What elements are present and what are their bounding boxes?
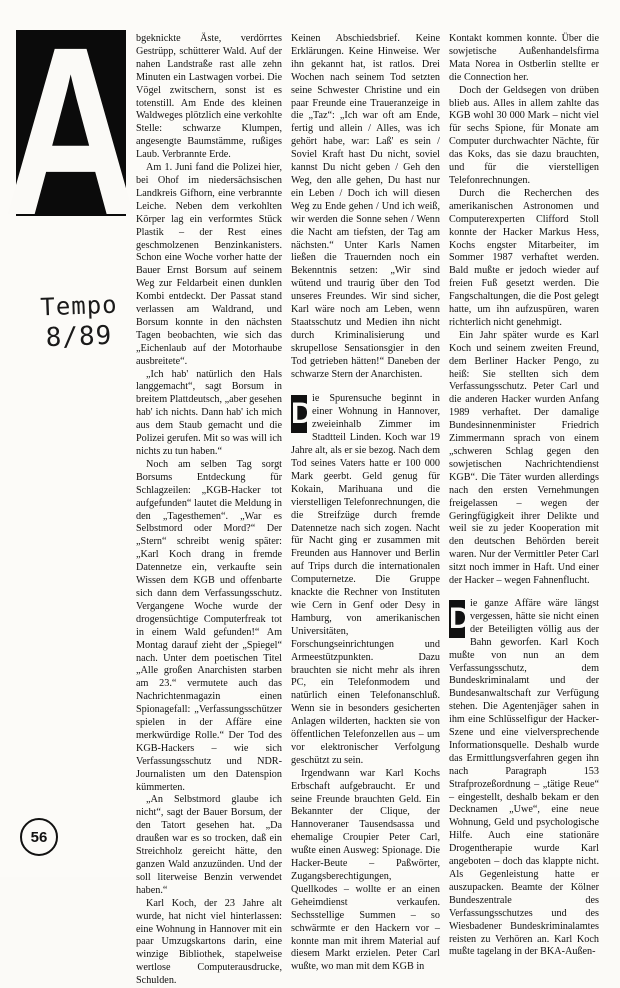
paragraph: Kontakt kommen konnte. Über die sowjetische Außenhandelsfirma Mata Norea in Ostberlin stellte er die Connection her. bbox=[449, 33, 599, 83]
paragraph: ie ganze Affäre wäre längst vergessen, hätte sie nicht einen der Beteiligten völlig aus der Bahn geworfen. Karl Koch mußte von nun an dem Verfassungsschutz, dem Bundeskriminalamt und der Bundesanwaltschaft zur Verfügung stehen. Die Agentenjäger sahen in ihm eine Schlüsselfigur der Hacker-Szene und eine vielversprechende Informationsquelle. Deshalb wurde das Ermittlungsverfahren gegen ihn nach Paragraph 153 Strafprozeßordnung – „tätige Reue“ – eingestellt, deshalb bekam er den Decknamen „Uwe“, eine neue Wohnung, Geld und psychologische Hilfe. Auch eine stationäre Drogentherapie wurde Karl angeboten – doch das klappte nicht. Als Gegenleistung hatte er auszupacken. Beamte der Kölner Bundeszentrale des Verfassungsschutzes und des Wiesbadener Bundeskriminalamtes reisten zu Verhören an. Karl Koch mußte tagelang in der BKA-Außen- bbox=[449, 597, 599, 958]
article-column-3 bbox=[449, 33, 599, 958]
article-column-2 bbox=[291, 33, 440, 973]
section-spacer bbox=[291, 381, 440, 393]
section-start bbox=[291, 393, 440, 767]
section-spacer bbox=[449, 588, 599, 598]
handwritten-note-publication: Tempo bbox=[39, 290, 119, 322]
drop-cap: D bbox=[449, 600, 465, 638]
paragraph: „Ich hab' natürlich den Hals langgemacht“, sagt Borsum in breitem Plattdeutsch, „aber gesehen hab' ich nichts. Dann hab' ich mich aus dem Staub gemacht und die Polizei gerufen. Mit so was will ich nichts zu tun haben.“ bbox=[136, 368, 282, 457]
paragraph: ie Spurensuche beginnt in einer Wohnung in Hannover, zweieinhalb Zimmer im Stadtteil Linden. Koch war 19 Jahre alt, als er sie bezog. Nach dem Tod seines Vaters hatte er 100 000 Mark geerbt. Geld genug für Kokain, Marihuana und die vierstelligen Telefonrechnungen, die die Streifzüge durch fremde Datennetze nach sich zogen. Nacht für Nacht ging er zusammen mit Freunden aus Hannover und Berlin auf Trips durch die internationalen Computernetze. Die Gruppe knackte die Rechner von Instituten wie Cern in Genf oder Desy in Hamburg, von amerikanischen Universitäten, Forschungseinrichtungen und Armeestützpunkten. Dazu brauchten sie nicht mehr als ihren PC, ein Telefonmodem und natürlich einen Telefonanschluß. Wenn sie in besonders gesicherten Anlagen wilderten, hackten sie von öffentlichen Telefonzellen aus – um vor elektronischer Verfolgung geschützt zu sein. bbox=[291, 393, 440, 766]
initial-letter-block bbox=[3, 0, 139, 265]
page-number-circle bbox=[20, 818, 58, 856]
paragraph: Doch der Geldsegen von drüben blieb aus. Alles in allem zahlte das KGB wohl 30 000 Mark – nicht viel für sechs Spione, für Monate am Computer durchwachter Nächte, für das Koks, das sie dazu brauchten, und für die vierstelligen Telefonrechnungen. bbox=[449, 84, 599, 186]
drop-cap: D bbox=[291, 395, 307, 433]
paragraph: bgeknickte Äste, verdörrtes Gestrüpp, schütterer Wald. Auf der nahen Landstraße rast alle zehn Minuten ein Lastwagen vorbei. Die Vögel zwitschern, sonst ist es totenstill. Am Ende des kleinen Waldweges plötzlich eine verkohlte Stelle: schwarze Klumpen, angesengte Baumstämme, rußiges Laub. Verbrannte Erde. bbox=[136, 33, 282, 161]
paragraph: Noch am selben Tag sorgt Borsums Entdeckung für Schlagzeilen: „KGB-Hacker tot aufgefunden“ lautet die Meldung in den „Tagesthemen“. „War es Selbstmord oder Mord?“ Der „Stern“ schreibt wenig später: „Karl Koch drang in fremde Datennetze ein, verkaufte sein Wissen dem KGB und offenbarte sich dann dem Verfassungsschutz. Vergangene Woche wurde der drogensüchtige Computerfreak tot in einem Wald gefunden!“ Am Montag darauf zieht der „Spiegel“ nach. Unter dem poetischen Titel „Alle großen Anarchisten starben am 23.“ vermutete auch das Nachrichtenmagazin einen Spionagefall: „Verfassungsschützer spielen in der Affäre eine merkwürdige Rolle.“ Der Tod des KGB-Hackers – wie sich Verfassungsschutz und NDR-Journalisten um den Datenspion kümmerten. bbox=[136, 458, 282, 793]
page-number: 56 bbox=[30, 828, 48, 846]
paragraph: Am 1. Juni fand die Polizei hier, bei Ohof im niedersächsischen Landkreis Gifhorn, eine verbrannte Leiche. Neben dem verkohlten Körper lag ein verformtes Stück Plastik – der Rest eines geschmolzenen Benzinkanisters. Schon eine Woche vorher hatte der Bauer Ernst Borsum auf seinem Weg zur Feldarbeit einen dunklen Kombi entdeckt. Der Passat stand verlassen am Waldrand, und Borsum konnte in den nächsten Tagen beobachten, wie sich das „Eichenlaub auf der Motorhaube ausbreitete“. bbox=[136, 162, 282, 367]
initial-letter: A bbox=[3, 0, 139, 265]
paragraph: Ein Jahr später wurde es Karl Koch und seinem zweiten Freund, dem Berliner Hacker Pengo, zu heiß: Sie stellten sich dem Verfassungsschutz. Peter Carl und die anderen Hacker wurden Anfang 1989 verhaftet. Der damalige Bundesinnenminister Friedrich Zimmermann sprach von einem „schweren Schlag gegen den sowjetischen Nachrichtendienst KGB“. Die Täter wurden allerdings nach den ersten Vernehmungen freigelassen – wegen der Geringfügigkeit ihrer Delikte und weil sie zu jeder Kooperation mit den deutschen Behörden bereit waren. Nur der Vermittler Peter Carl sitzt noch immer in Haft. Und einer der Hacker – wegen Fahnenflucht. bbox=[449, 329, 599, 587]
paragraph: Irgendwann war Karl Kochs Erbschaft aufgebraucht. Er und seine Freunde brauchten Geld. Ein Bekannter der Clique, der Hannoveraner Tausendsassa und ehemalige Croupier Peter Carl, wußte einen Ausweg: Spionage. Die Hacker-Beute – Paßwörter, Zugangsberechtigungen, Quellkodes – wollte er an einen Geheimdienst verkaufen. Sechsstellige Summen – so schwärmte er den Hackern vor – konnte man mit ihrem Material auf diesem Markt erzielen. Peter Carl wußte, wo man mit dem KGB in bbox=[291, 767, 440, 973]
section-start bbox=[449, 598, 599, 959]
paragraph: „An Selbstmord glaube ich nicht“, sagt der Bauer Borsum, der den Tatort gesehen hat. „Da draußen war es so trocken, daß ein Streichholz gereicht hätte, den ganzen Wald anzuzünden. Und der soll literweise Benzin verwendet haben.“ bbox=[136, 794, 282, 896]
paragraph: Keinen Abschiedsbrief. Keine Erklärungen. Keine Hinweise. Wer ihn gekannt hat, ist ratlos. Drei Wochen nach seinem Tod setzten seine Schwester Christine und ein paar Freunde eine Traueranzeige in die „Taz“: „Ich war oft am Ende, fertig und allein / Alles, was ich gehört habe, war: Laß' es sein / Soviel Kraft hast Du nicht, soviel kannst Du nicht geben / Geh den Weg, den alle gehen, Du hast nur ein Leben / Doch ich will diesen Weg zu Ende gehen / Und ich weiß, wir werden die Sonne sehen / Wenn die Nacht am tiefsten, der Tag am nächsten.“ Unter Karls Namen ließen die Trauernden noch ein Bekenntnis setzen: „Wir sind wütend und traurig über den Tod unseres Freundes. Wir sind sicher, Karl wäre noch am Leben, wenn Staatsschutz und Medien ihn nicht durch Kriminalisierung und skrupellose Sensationsgier in den Tod getrieben hätten!“ Daneben der schwarze Stern der Anarchisten. bbox=[291, 33, 440, 380]
paragraph: Karl Koch, der 23 Jahre alt wurde, hat nicht viel hinterlassen: eine Wohnung in Hannover mit ein paar Umzugskartons darin, eine winzige Bibliothek, stapelweise wertlose Computerausdrucke, Schulden. bbox=[136, 897, 282, 987]
paragraph: Durch die Recherchen des amerikanischen Astronomen und Computerexperten Clifford Stoll konnte der Hacker Markus Hess, Kochs engster Mitarbeiter, im Sommer 1987 verhaftet werden. Bald mußte er jedoch wieder auf freien Fuß gesetzt werden. Die Fangschaltungen, die die Post gelegt hatte, um ihn aufzuspüren, waren richterlich nicht genehmigt. bbox=[449, 187, 599, 328]
article-column-1 bbox=[136, 33, 282, 987]
handwritten-note-issue: 8/89 bbox=[45, 320, 113, 354]
